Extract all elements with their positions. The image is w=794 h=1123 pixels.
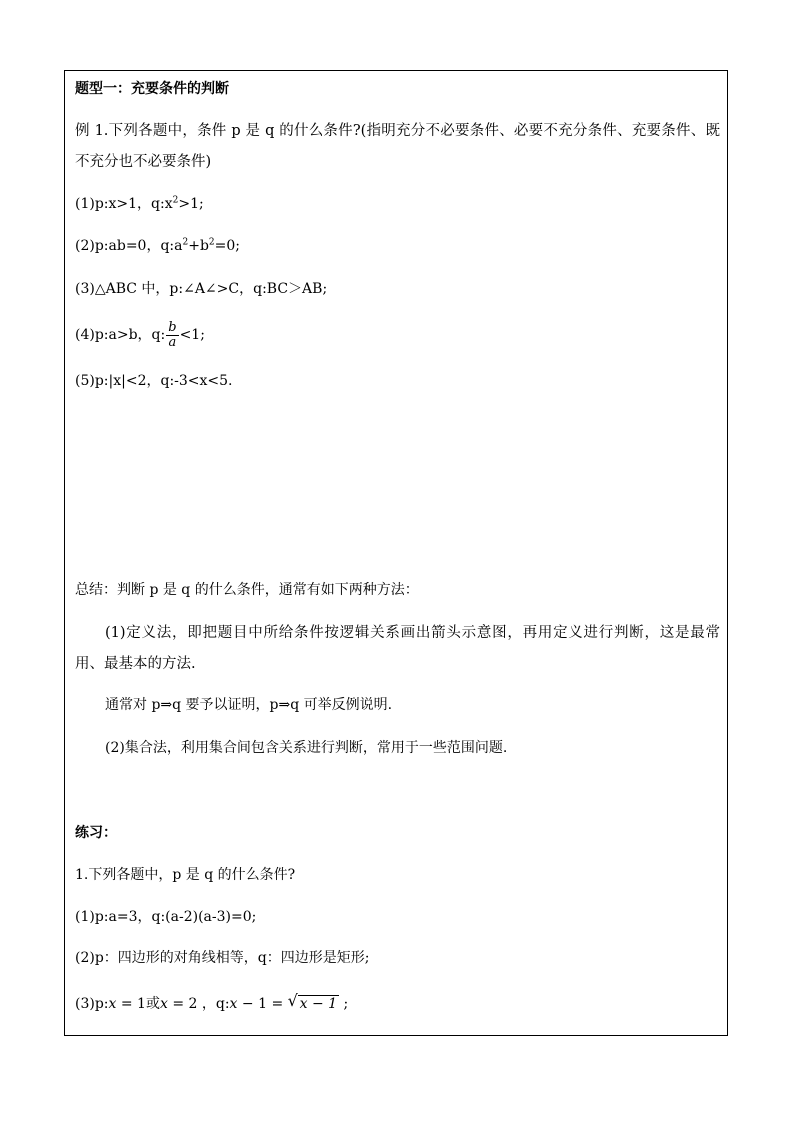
summary-method-1: (1)定义法，即把题目中所给条件按逻辑关系画出箭头示意图，再用定义进行判断，这是最常用、最基本的方法. (75, 625, 720, 672)
example-item-1: (1)p:x>1，$q:x^2>1$; (75, 195, 204, 212)
practice-item-3: (3)p:x = 1或x = 2 ，q:x − 1 = √ x − 1 ; (75, 991, 349, 1012)
example-item-4: (4)p:a>b，q: $\frac{b}{a}$ <1; (75, 319, 205, 350)
practice-heading: 练习： (75, 825, 117, 841)
example-intro: 例 1.下列各题中，条件 p 是 q 的什么条件?(指明充分不必要条件、必要不充分条件、充要条件、既不充分也不必要条件) (75, 123, 720, 170)
fraction-b-over-a: $\frac{b}{a}$ (168, 319, 177, 350)
content-box (64, 70, 728, 1036)
summary-note: 通常对 p⇒q 要予以证明，p⇒q 可举反例说明. (105, 697, 393, 713)
square-root: √ x − 1 (287, 991, 338, 1012)
practice-item-2: (2)p：四边形的对角线相等，q：四边形是矩形; (75, 950, 370, 966)
practice-question-1: 1.下列各题中，p 是 q 的什么条件? (75, 867, 296, 883)
example-item-5: (5)p:|x|<2，q:-3<x<5. (75, 373, 233, 389)
example-item-3: (3)△ABC 中，p:∠A∠>C，q:BC＞AB; (75, 281, 328, 297)
practice-item-1: (1)p:a=3，q:(a-2)(a-3)=0; (75, 909, 257, 925)
section-title: 题型一：充要条件的判断 (75, 81, 229, 97)
summary-heading: 总结：判断 p 是 q 的什么条件，通常有如下两种方法： (75, 582, 419, 598)
example-item-2: (2)p:ab=0，$q:a^2+b^2=0$; (75, 237, 241, 254)
summary-method-2: (2)集合法，利用集合间包含关系进行判断，常用于一些范围问题. (105, 740, 508, 756)
